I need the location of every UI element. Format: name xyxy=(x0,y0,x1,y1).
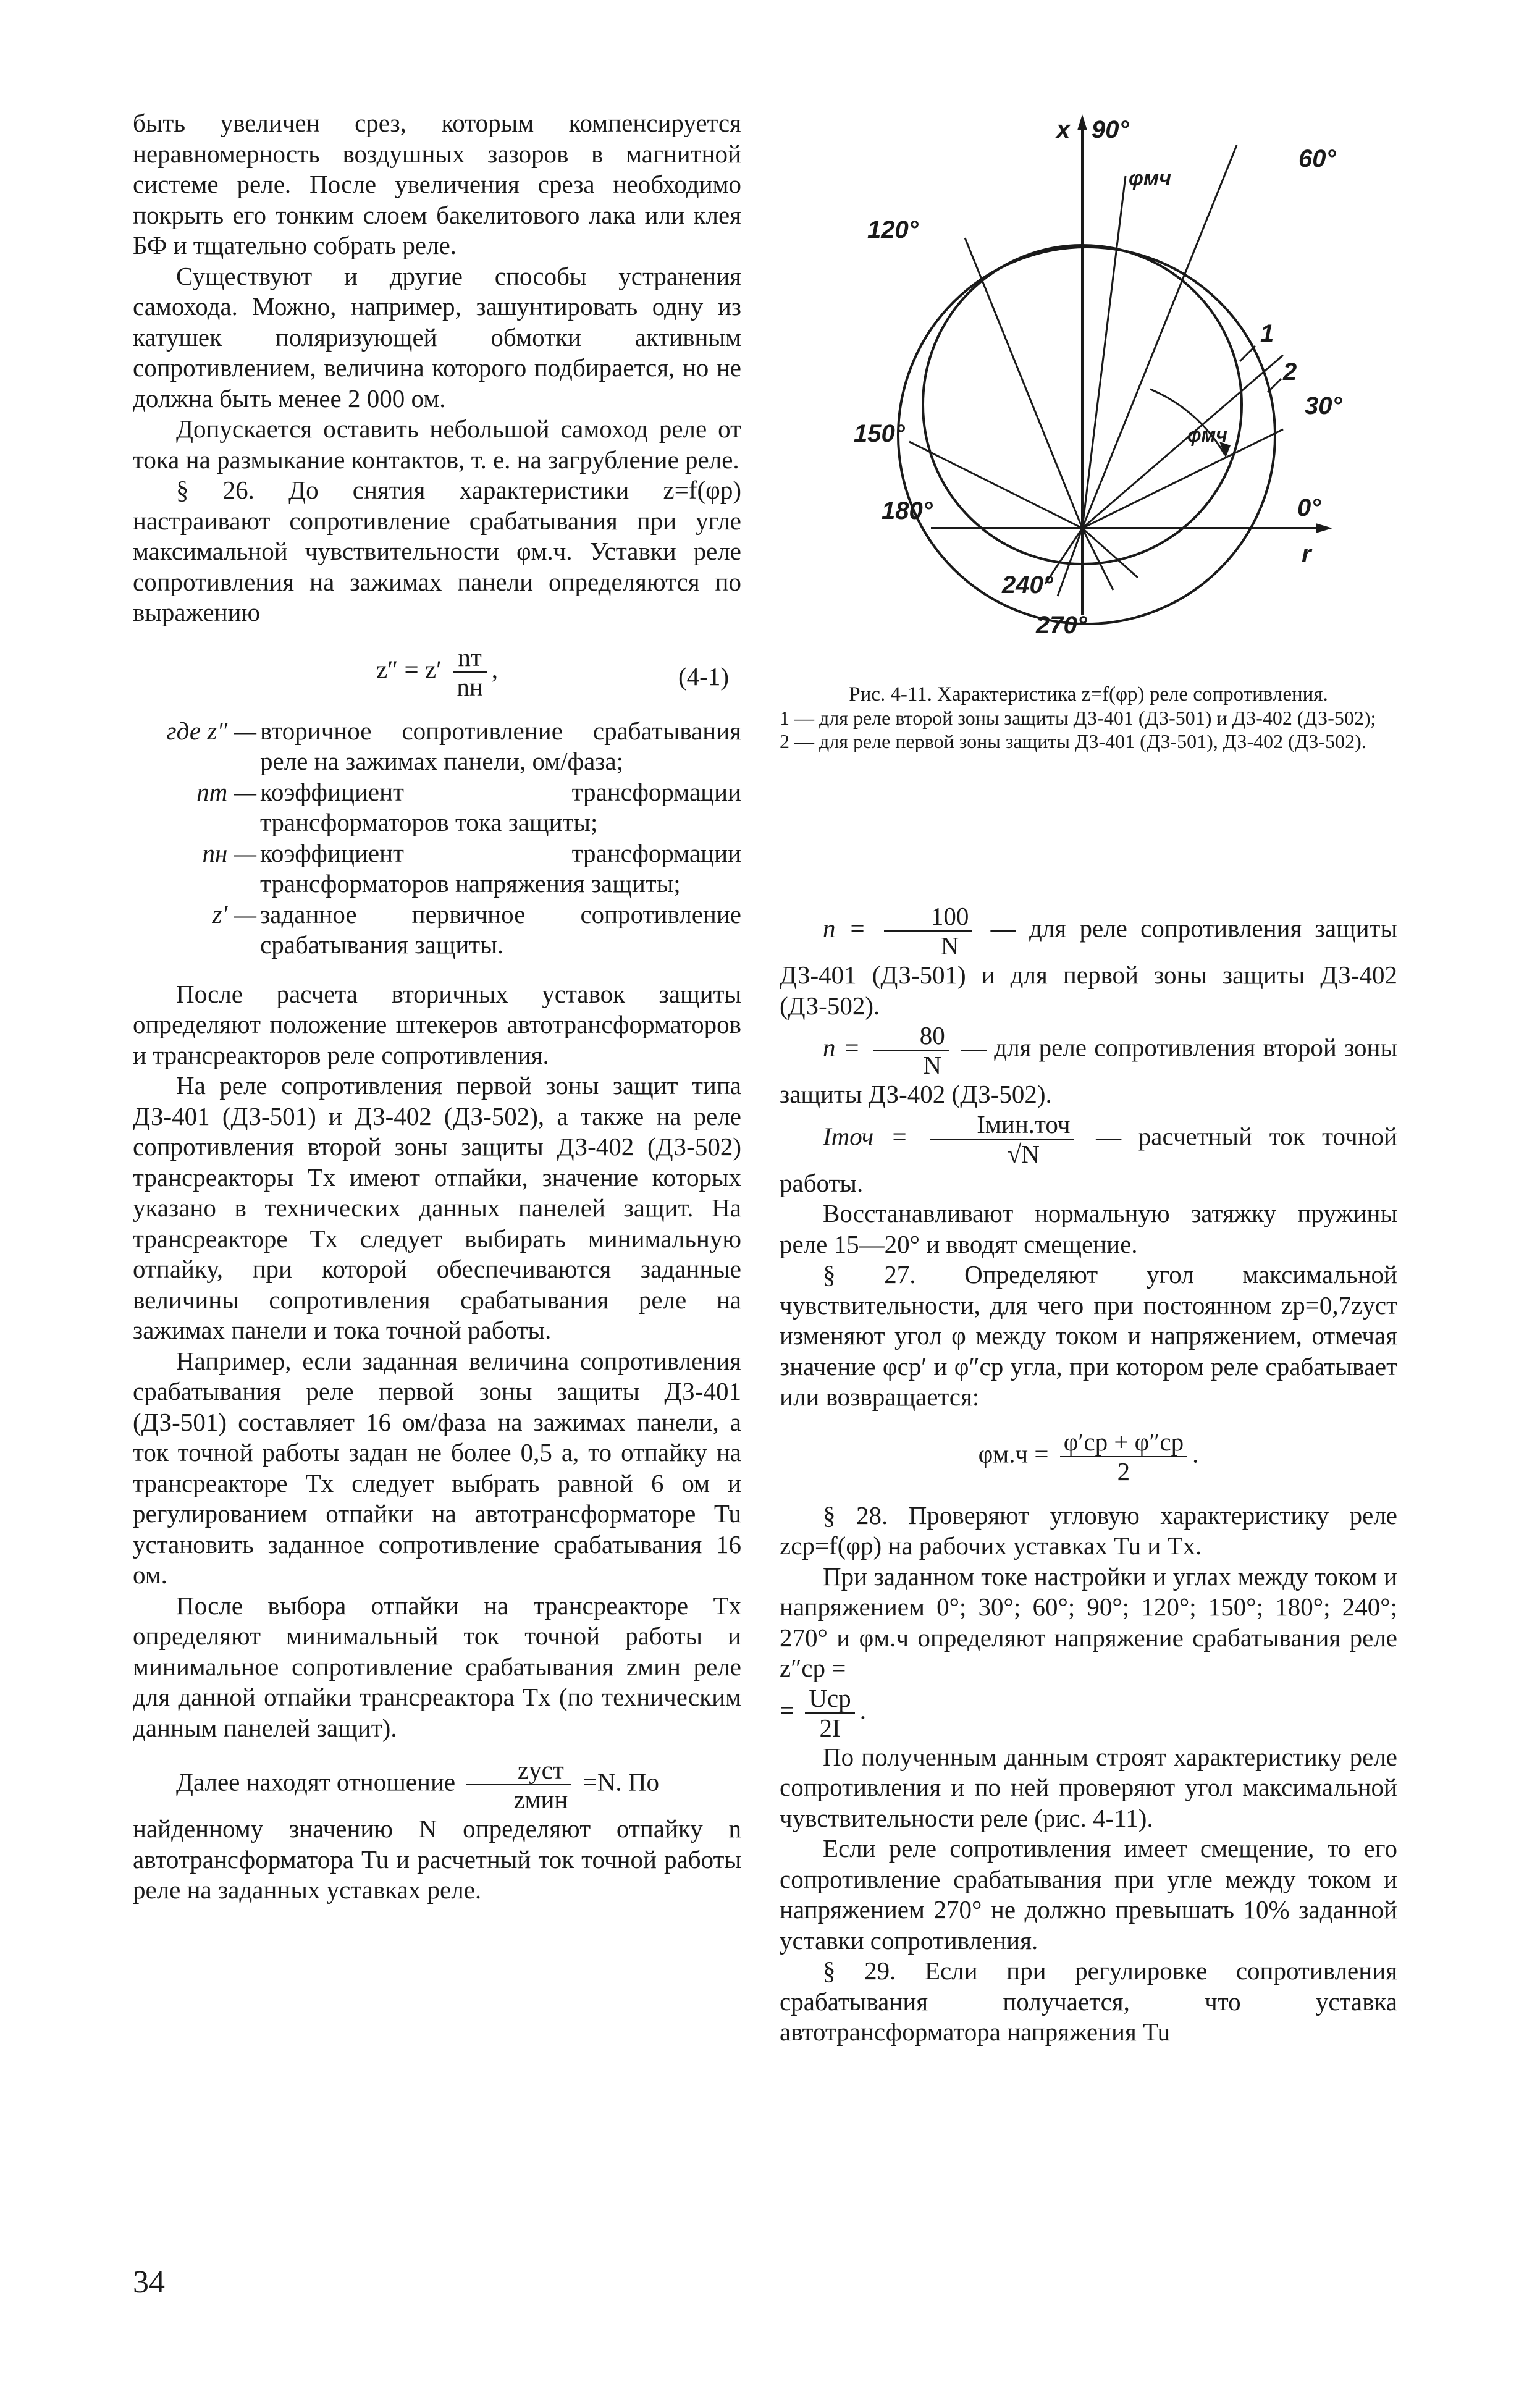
equation-number: (4-1) xyxy=(678,662,729,691)
fraction-denominator: nн xyxy=(457,672,483,701)
fraction-denominator: zмин xyxy=(513,1785,568,1814)
formula-lhs: n = xyxy=(823,914,866,943)
fraction-numerator: Iмин.точ xyxy=(930,1110,1074,1140)
angle-label-60: 60° xyxy=(1298,145,1336,172)
text: Далее находят отношение xyxy=(176,1767,456,1796)
fraction xyxy=(884,902,973,960)
fraction xyxy=(805,1684,854,1742)
polar-characteristic-diagram xyxy=(780,108,1397,664)
fraction-numerator: 80 xyxy=(873,1021,949,1051)
fraction-numerator: nт xyxy=(453,643,486,673)
phi-label-top: φмч xyxy=(1129,167,1171,190)
angle-label-30: 30° xyxy=(1305,392,1342,419)
paragraph: § 26. До снятия характеристики z=f(φр) настраивают сопротивление срабатывания при угле максимальной чувствительности φм.ч. Уставки реле сопротивления на зажимах панели определяются по выражению xyxy=(133,476,741,626)
def-text: коэффициент трансформации трансформаторов тока защиты; xyxy=(260,777,741,836)
fraction xyxy=(453,643,486,701)
axis-x-arrow xyxy=(1077,114,1087,130)
def-text: коэффициент трансформации трансформаторов напряжения защиты; xyxy=(260,838,741,898)
fraction xyxy=(930,1110,1074,1168)
paragraph: быть увеличен срез, которым компенсируется неравномерность воздушных зазоров в магнитной системе реле. После увеличения среза необходимо покрыть его тонким слоем бакелитового лака или клея БФ и тщательно собрать реле. xyxy=(133,109,741,259)
def-symbol: nт — xyxy=(196,777,256,806)
leader-1 xyxy=(1240,346,1255,361)
fraction-numerator: 100 xyxy=(884,902,973,932)
formula-line xyxy=(780,1110,1397,1199)
paragraph: На реле сопротивления первой зоны защит типа ДЗ-401 (ДЗ-501) и ДЗ-402 (ДЗ-502), а также на реле сопротивления второй зоны защиты ДЗ-402 (ДЗ-502) трансреакторы Tx имеют отпайки, значение которых указано в технических данных панелей защит. На трансреакторе Tx следует выбирать минимальную отпайку, при которой обеспечиваются заданные величины сопротивления срабатывания реле на зажимах панели и тока точной работы. xyxy=(133,1071,741,1344)
angle-label-90: 90° xyxy=(1092,116,1129,143)
formula-line xyxy=(780,1021,1397,1110)
paragraph: Существуют и другие способы устранения самохода. Можно, например, зашунтировать одну из катушек поляризующей обмотки активным сопротивлением, величина которого подбирается, но не должна быть менее 2 000 ом. xyxy=(133,261,741,413)
paragraph: § 28. Проверяют угловую характеристику реле zср=f(φр) на рабочих уставках Tu и Tx. xyxy=(780,1501,1397,1560)
paragraph: После расчета вторичных уставок защиты определяют положение штекеров автотрансформаторов и трансреакторов реле сопротивления. xyxy=(133,979,741,1069)
fraction-denominator: 2I xyxy=(819,1713,841,1742)
fraction xyxy=(1060,1428,1187,1486)
formula-lhs: φм.ч = xyxy=(978,1439,1049,1468)
caption-title: Рис. 4-11. Характеристика z=f(φр) реле сопротивления. xyxy=(849,683,1328,705)
left-column xyxy=(133,108,741,1906)
caption-legend-2: 2 — для реле первой зоны защиты ДЗ-401 (ДЗ-501), ДЗ-402 (ДЗ-502). xyxy=(780,730,1366,752)
ray-300 xyxy=(1082,528,1113,590)
angle-label-120: 120° xyxy=(867,216,919,243)
figure-4-11 xyxy=(780,108,1397,880)
formula-line: = $\frac{\text{Uср}}{2I}$ . xyxy=(780,1683,866,1742)
def-symbol: где z″ — xyxy=(166,716,256,745)
formula-phi-mch: φм.ч = $\frac{\varphi'ср + \varphi''ср}{2}$ . xyxy=(978,1427,1199,1486)
fraction-denominator: √N xyxy=(1007,1139,1040,1168)
text: — для реле сопротивления второй зоны защиты ДЗ-402 (ДЗ-502). xyxy=(780,1033,1398,1108)
paragraph: Допускается оставить небольшой самоход реле от тока на размыкание контактов, т. е. на загрубление реле. xyxy=(133,415,741,474)
fraction-denominator: N xyxy=(940,932,959,960)
angle-label-270: 270° xyxy=(1036,612,1087,639)
fraction-denominator: N xyxy=(923,1051,941,1079)
page-number: 34 xyxy=(133,2265,165,2300)
axis-r-arrow xyxy=(1316,523,1332,533)
formula-lhs: Iточ = xyxy=(823,1121,908,1150)
angle-label-180: 180° xyxy=(882,497,933,524)
paragraph: По полученным данным строят характеристику реле сопротивления и по ней проверяют угол максимальной чувствительности реле (рис. 4-11). xyxy=(780,1742,1397,1832)
paragraph: Например, если заданная величина сопротивления срабатывания реле первой зоны защиты ДЗ-401 (ДЗ-501) составляет 16 ом/фаза на зажимах панели, а ток точной работы задан не более 0,5 а, то отпайку на трансреакторе Tx следует выбрать равной 6 ом и регулированием отпайки на автотрансформаторе Tu установить заданное сопротивление срабатывания 16 ом. xyxy=(133,1346,741,1589)
caption-legend-1: 1 — для реле второй зоны защиты ДЗ-401 (ДЗ-501) и ДЗ-402 (ДЗ-502); xyxy=(780,707,1376,729)
right-column xyxy=(780,902,1397,2048)
angle-label-150: 150° xyxy=(854,420,905,447)
formula-lhs: = xyxy=(780,1695,794,1724)
figure-caption xyxy=(780,683,1397,753)
definitions-list xyxy=(133,716,741,961)
def-symbol: z′ — xyxy=(212,899,256,928)
axis-x-label: x xyxy=(1056,116,1071,143)
phi-label-arc: φмч xyxy=(1187,424,1227,446)
leader-2 xyxy=(1268,379,1281,392)
formula-line xyxy=(780,902,1397,1021)
paragraph: Восстанавливают нормальную затяжку пружины реле 15—20° и вводят смещение. xyxy=(780,1199,1397,1258)
text: =N. По xyxy=(583,1767,659,1796)
ray-120 xyxy=(965,238,1082,528)
ray-phi-arc xyxy=(1082,355,1283,528)
formula-lhs: z″ = z′ xyxy=(376,654,442,683)
paragraph: найденному значению N определяют отпайку n автотрансформатора Tu и расчетный ток точной работы реле на заданных уставках реле. xyxy=(133,1814,741,1904)
curve-2-label: 2 xyxy=(1283,358,1297,385)
fraction-numerator: zуст xyxy=(466,1756,571,1785)
text: — расчетный ток точной работы. xyxy=(780,1121,1397,1197)
paragraph: § 29. Если при регулировке сопротивления срабатывания получается, что уставка автотрансформатора напряжения Tu xyxy=(780,1956,1397,2046)
paragraph: Если реле сопротивления имеет смещение, то его сопротивление срабатывания при угле между током и напряжением 270° не должно превышать 10% заданной уставки сопротивления. xyxy=(780,1834,1397,1955)
angle-label-240: 240° xyxy=(1002,571,1053,599)
paragraph-with-fraction xyxy=(133,1756,741,1814)
text: — для реле сопротивления защиты ДЗ-401 (ДЗ-501) и для первой зоны защиты ДЗ-402 (ДЗ-502). xyxy=(780,914,1398,1020)
def-symbol: nн — xyxy=(202,838,256,867)
paragraph: После выбора отпайки на трансреакторе Tx определяют минимальный ток точной работы и минимальное сопротивление срабатывания zмин реле для данной отпайки трансреактора Tx (по техническим данным панелей защит). xyxy=(133,1591,741,1742)
fraction xyxy=(873,1021,949,1079)
curve-1-label: 1 xyxy=(1260,320,1274,347)
def-text: заданное первичное сопротивление срабатывания защиты. xyxy=(260,899,741,959)
paragraph: При заданном токе настройки и углах между током и напряжением 0°; 30°; 60°; 90°; 120°; 150°; 180°; 240°; 270° и φм.ч определяют напряжение срабатывания реле z″ср = xyxy=(780,1562,1397,1682)
fraction xyxy=(466,1756,571,1814)
fraction-denominator: 2 xyxy=(1117,1457,1130,1486)
ray-30 xyxy=(1082,429,1283,528)
ray-150 xyxy=(909,442,1082,528)
fraction-numerator: Uср xyxy=(805,1684,854,1714)
paragraph: § 27. Определяют угол максимальной чувствительности, для чего при постоянном zр=0,7zуст изменяют угол φ между током и напряжением, отмечая значение φср′ и φ″ср угла, при котором реле срабатывает или возвращается: xyxy=(780,1260,1397,1411)
axis-r-label: r xyxy=(1302,541,1311,568)
formula-lhs: n = xyxy=(823,1033,861,1062)
def-text: вторичное сопротивление срабатывания реле на зажимах панели, ом/фаза; xyxy=(260,716,741,775)
ray-315 xyxy=(1082,528,1138,578)
fraction-numerator: φ′ср + φ″ср xyxy=(1060,1428,1187,1457)
angle-label-0: 0° xyxy=(1297,494,1321,521)
formula-4-1: z″ = z′ $\frac{nт}{nн}$ , (4-1) xyxy=(376,642,729,701)
